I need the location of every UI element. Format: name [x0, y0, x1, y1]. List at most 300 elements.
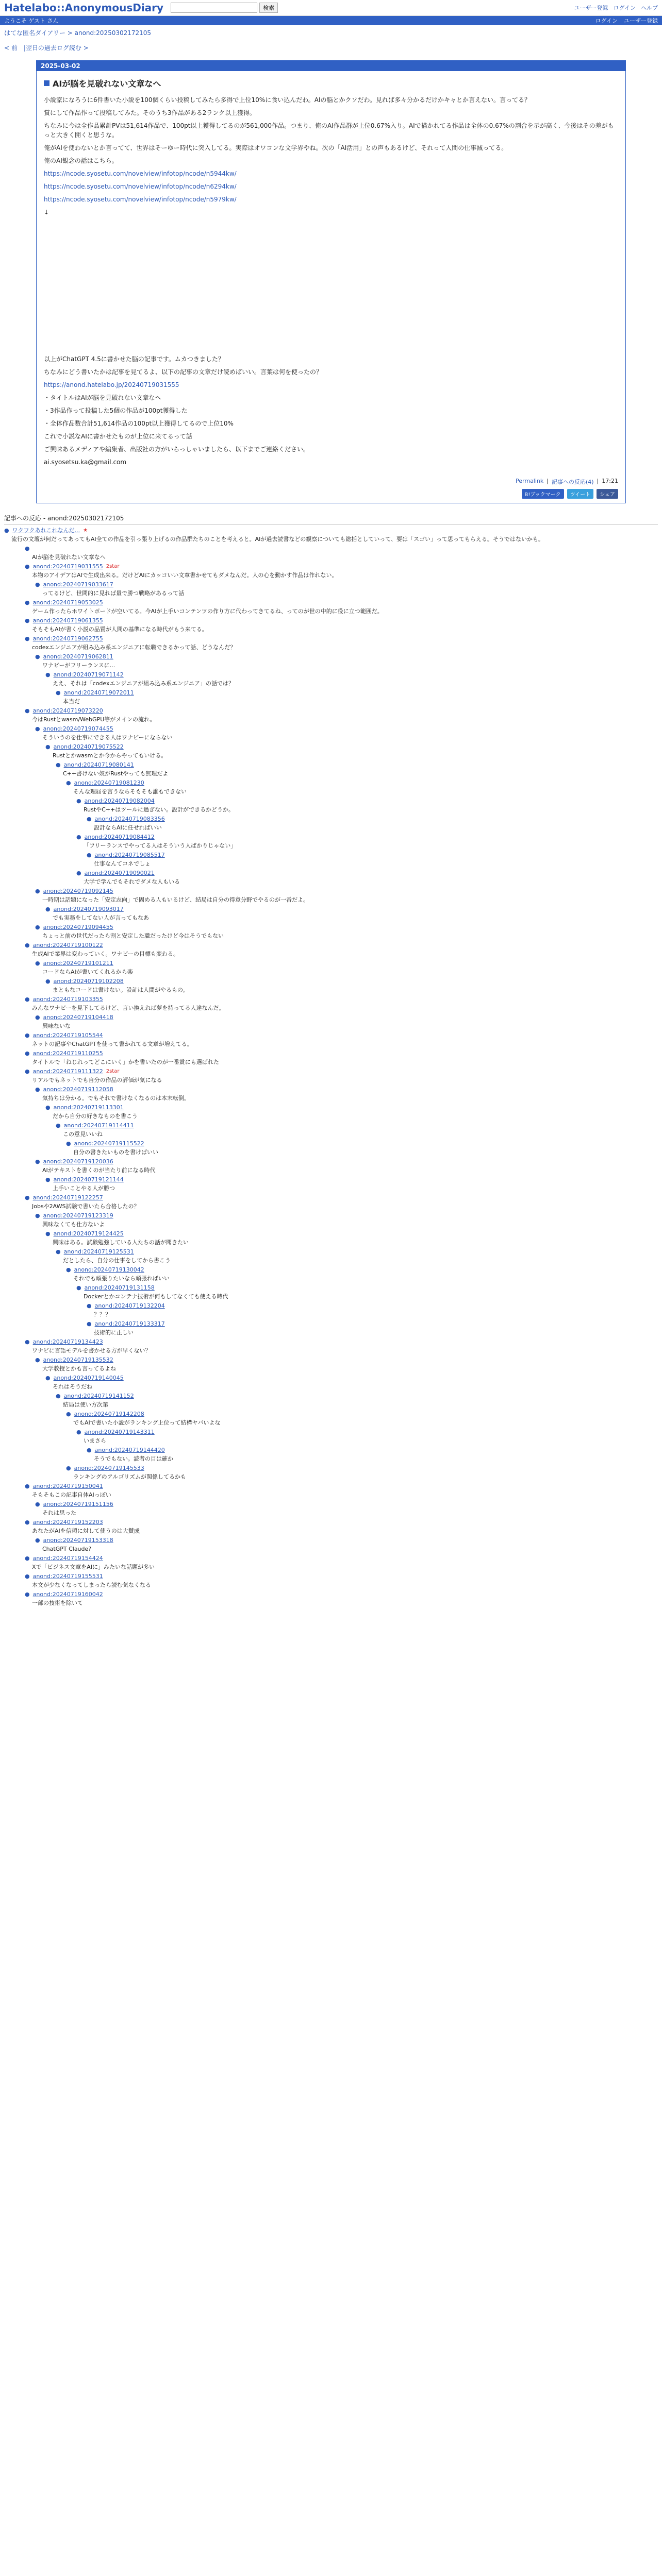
- bullet-icon: ●: [35, 725, 40, 732]
- responses-title: 記事への反応 - anond:20250302172105: [4, 514, 658, 524]
- response-id-link[interactable]: anond:20240719111322: [32, 1068, 103, 1075]
- response-head: [25, 1518, 658, 1526]
- response-item: [35, 653, 658, 669]
- response-text: でも実務をしてない人が言ってもなあ: [53, 914, 149, 921]
- bullet-icon: ●: [76, 798, 81, 804]
- bullet-icon: ●: [45, 1104, 51, 1111]
- response-item: [45, 671, 658, 687]
- star-badge: 2star: [106, 564, 120, 569]
- response-text: 結局は使い方次第: [63, 1401, 108, 1408]
- bullet-icon: ●: [25, 1555, 30, 1562]
- response-head: [25, 1031, 658, 1039]
- link-1[interactable]: https://ncode.syosetu.com/novelview/infotop/ncode/n6294kw/: [44, 183, 237, 190]
- response-item: [25, 635, 658, 651]
- response-id-link[interactable]: anond:20240719061355: [32, 617, 103, 624]
- response-id-link[interactable]: anond:20240719110255: [32, 1050, 103, 1057]
- response-id-link[interactable]: anond:20240719122257: [32, 1194, 103, 1201]
- response-text: あなたがAIを信頼に対して使うのは大賛成: [32, 1528, 140, 1534]
- response-id-link[interactable]: anond:20240719104418: [43, 1014, 113, 1021]
- response-item: [25, 1338, 658, 1354]
- response-text: ってるけど、世間的に見れば量で勝つ戦略があるって話: [42, 590, 184, 597]
- share-bar: [37, 488, 625, 503]
- bullet-icon: ●: [35, 1158, 40, 1165]
- bullet-icon: ●: [56, 1393, 61, 1399]
- response-head: [35, 1356, 658, 1364]
- response-head: [45, 1230, 658, 1238]
- response-text: でもAIで書いた小説がランキング上位って結構ヤバいよな: [73, 1419, 221, 1426]
- bullet-icon: ●: [35, 1014, 40, 1021]
- response-head: [45, 743, 658, 751]
- bullet-icon: ●: [25, 1338, 30, 1345]
- response-head: [45, 905, 658, 913]
- response-item: [4, 527, 658, 543]
- bullet-icon: ●: [76, 870, 81, 876]
- response-text: 本文が少なくなってしまったら読む気なくなる: [32, 1582, 151, 1588]
- response-item: [25, 1590, 658, 1607]
- response-id-link[interactable]: anond:20240719132204: [94, 1302, 165, 1309]
- bullet-icon: ●: [87, 1302, 92, 1309]
- nav-register[interactable]: ユーザー登録: [624, 18, 658, 24]
- article-footer: Permalink | 記事への反応(4) | 17:21: [516, 478, 618, 485]
- response-id-link[interactable]: anond:20240719142208: [74, 1411, 144, 1417]
- response-head: [45, 1374, 658, 1382]
- response-id-link[interactable]: anond:20240719155531: [32, 1573, 103, 1580]
- response-head: [35, 1536, 658, 1544]
- response-id-link[interactable]: anond:20240719140045: [53, 1375, 124, 1381]
- response-id-link[interactable]: anond:20240719145533: [74, 1465, 144, 1471]
- response-id-link[interactable]: anond:20240719062755: [32, 635, 103, 642]
- bullet-icon: ●: [25, 1483, 30, 1489]
- response-id-link[interactable]: anond:20240719125531: [63, 1248, 134, 1255]
- para-9: ・タイトルはAIが脳を見破れない文章なへ: [44, 394, 161, 401]
- response-head: [35, 887, 658, 895]
- response-text: Dockerとかコンテナ技術が何もしてなくても使える時代: [84, 1293, 228, 1300]
- facebook-share-button[interactable]: シェア: [597, 489, 618, 499]
- response-text: 一時期は話題になった「安定志向」で固める人もいるけど、結局は自分の得意分野でやるのが一番だよ。: [42, 896, 309, 903]
- response-id-link[interactable]: anond:20240719134423: [32, 1338, 103, 1345]
- response-item: [35, 1013, 658, 1030]
- response-head: [35, 1500, 658, 1508]
- response-id-link[interactable]: anond:20240719105544: [32, 1032, 103, 1039]
- response-id-link[interactable]: anond:20240719151156: [43, 1501, 113, 1507]
- response-text: 技術的に正しい: [94, 1329, 134, 1336]
- top-links: [574, 4, 658, 12]
- response-item: [25, 1194, 658, 1210]
- response-head: [25, 1554, 658, 1562]
- bullet-icon: ●: [35, 1357, 40, 1363]
- response-id-link[interactable]: anond:20240719102208: [53, 978, 124, 985]
- response-text: 設計ならAIに任せればいい: [94, 824, 162, 831]
- response-id-link[interactable]: anond:20240719083356: [94, 816, 165, 822]
- response-item: [25, 617, 658, 633]
- response-item: [56, 1122, 658, 1138]
- response-id-link[interactable]: anond:20240719135532: [43, 1357, 113, 1363]
- response-head: [87, 1302, 658, 1310]
- response-item: [45, 1230, 658, 1246]
- response-item: [25, 545, 658, 561]
- bullet-icon: ●: [45, 1176, 51, 1183]
- pager-prev[interactable]: < 前: [4, 44, 18, 52]
- response-text: みんなワナビーを見下してるけど、言い換えれば夢を持ってる人達なんだ。: [32, 1005, 225, 1011]
- response-item: [35, 887, 658, 904]
- response-item: [45, 743, 658, 759]
- bullet-icon: ●: [35, 1086, 40, 1093]
- response-id-link[interactable]: anond:20240719115522: [74, 1140, 144, 1147]
- article-time: 17:21: [602, 478, 618, 484]
- response-head: [45, 671, 658, 679]
- response-item: [66, 1266, 658, 1282]
- bullet-icon: ●: [76, 834, 81, 840]
- bullet-icon: ●: [4, 527, 9, 534]
- response-text: だとしたら、自分の仕事をしてから書こう: [63, 1257, 171, 1264]
- response-item: [45, 1176, 658, 1192]
- response-id-link[interactable]: anond:20240719085517: [94, 852, 165, 858]
- response-item: [25, 995, 658, 1012]
- bullet-icon: ●: [35, 960, 40, 967]
- response-text: 気持ちは分かる。でもそれで書けなくなるのは本末転倒。: [42, 1095, 190, 1101]
- response-id-link[interactable]: anond:20240719130042: [74, 1266, 144, 1273]
- response-id-link[interactable]: anond:20240719071142: [53, 671, 124, 678]
- response-head: [35, 1158, 658, 1165]
- response-item: [76, 1428, 658, 1445]
- response-id-link[interactable]: anond:20240719141152: [63, 1393, 134, 1399]
- bullet-icon: ●: [45, 743, 51, 750]
- response-item: [35, 1536, 658, 1553]
- response-item: [56, 1392, 658, 1409]
- response-item: [35, 1086, 658, 1102]
- response-head: [35, 1013, 658, 1021]
- response-head: [35, 1212, 658, 1219]
- response-head: [87, 1446, 658, 1454]
- bullet-icon: ●: [25, 996, 30, 1003]
- response-item: [76, 1284, 658, 1300]
- response-text: ちょっと前の世代だったら割と安定した職だったけど今はそうでもない: [42, 933, 224, 939]
- response-text: 本物のアイデアはAIで生成出来る。だけどAIにカッコいい文章書かせてもダメなんだ。人の心を動かす作品は作れない。: [32, 572, 338, 579]
- response-id-link[interactable]: anond:20240719093017: [53, 906, 124, 912]
- response-head: [25, 599, 658, 606]
- response-text: そもそもこの記事自体AIっぽい: [32, 1492, 111, 1498]
- response-id-link[interactable]: anond:20240719082004: [84, 798, 155, 804]
- response-id-link[interactable]: ワクワクあれこれなんだ...: [12, 527, 80, 534]
- top-link-help[interactable]: ヘルプ: [641, 5, 658, 11]
- response-item: [87, 1446, 658, 1463]
- response-id-link[interactable]: anond:20240719150041: [32, 1483, 103, 1489]
- response-head: [25, 1338, 658, 1346]
- response-id-link[interactable]: anond:20240719084412: [84, 834, 155, 840]
- response-text: 興味なくても仕方ないよ: [42, 1221, 105, 1228]
- response-head: [25, 941, 658, 949]
- article-title[interactable]: [44, 77, 618, 89]
- response-item: [25, 1049, 658, 1066]
- response-id-link[interactable]: anond:20240719101211: [43, 960, 113, 967]
- response-head: [76, 1428, 658, 1436]
- response-head: [76, 797, 658, 805]
- response-id-link[interactable]: anond:20240719154424: [32, 1555, 103, 1562]
- response-id-link[interactable]: anond:20240719113301: [53, 1104, 124, 1111]
- bullet-icon: ●: [87, 852, 92, 858]
- response-id-link[interactable]: anond:20240719081230: [74, 779, 144, 786]
- response-id-link[interactable]: anond:20240719153318: [43, 1537, 113, 1544]
- response-head: [45, 1176, 658, 1183]
- response-text: だから自分の好きなものを書こう: [53, 1113, 138, 1120]
- bullet-icon: ●: [25, 1573, 30, 1580]
- response-text: codexエンジニアが組み込み系エンジニアに転職できるかって話、どうなんだ？: [32, 644, 236, 651]
- response-head: [56, 1122, 658, 1129]
- response-head: [87, 815, 658, 823]
- response-head: [25, 1590, 658, 1598]
- response-item: [45, 1104, 658, 1120]
- response-head: [35, 1086, 658, 1093]
- response-text: ワナビーがフリーランスに...: [42, 662, 115, 669]
- response-text: Jobsや2AWS試験で書いたら合格したの？: [32, 1203, 140, 1210]
- response-id-link[interactable]: anond:20240719103355: [32, 996, 103, 1003]
- response-id-link[interactable]: anond:20240719124425: [53, 1230, 124, 1237]
- trackback-link[interactable]: 記事への反応(4): [551, 479, 594, 485]
- breadcrumb: [0, 25, 662, 40]
- response-head: [25, 995, 658, 1003]
- bullet-icon: ●: [25, 707, 30, 714]
- link-ref[interactable]: https://anond.hatelabo.jp/20240719031555: [44, 381, 179, 388]
- response-head: [66, 1464, 658, 1472]
- bullet-icon: ●: [35, 1501, 40, 1507]
- response-head: [66, 779, 658, 787]
- response-item: [66, 1464, 658, 1481]
- response-id-link[interactable]: anond:20240719152203: [32, 1519, 103, 1526]
- bullet-icon: ●: [35, 653, 40, 660]
- bullet-icon: ●: [35, 581, 40, 588]
- response-text: そういうのを仕事にできる人はワナビーにならない: [42, 734, 173, 741]
- response-head: [56, 761, 658, 769]
- response-item: [56, 761, 658, 777]
- bullet-icon: ●: [66, 1411, 71, 1417]
- response-head: [45, 1104, 658, 1111]
- response-text: まともなコードは書けない。設計は人間がやるもの。: [53, 987, 189, 993]
- response-id-link[interactable]: anond:20240719053025: [32, 599, 103, 606]
- para-1: 賞にして作品作って投稿してみた。そのうち3作品がある2ランク以上獲得。: [44, 109, 256, 116]
- para-7: ちなみにどう書いたかは記事を見てるよ、以下の記事の文章だけ読めばいい。言葉は何を使ったの？: [44, 368, 323, 376]
- response-text: それは思った: [42, 1510, 76, 1516]
- response-text: 「フリーランスでやってる人はそういう人ばかりじゃない」: [84, 842, 237, 849]
- bullet-icon: ●: [56, 1248, 61, 1255]
- response-id-link[interactable]: anond:20240719123319: [43, 1212, 113, 1219]
- response-item: [87, 1302, 658, 1318]
- response-head: [45, 977, 658, 985]
- star-badge: ★: [83, 528, 88, 533]
- bullet-icon: ●: [66, 779, 71, 786]
- hatena-bookmark-button[interactable]: B!ブックマーク: [522, 489, 564, 499]
- response-head: [76, 1284, 658, 1292]
- response-head: [76, 833, 658, 841]
- top-link-login[interactable]: ログイン: [613, 5, 636, 11]
- response-text: それでも頑張りたいなら頑張ればいい: [73, 1275, 170, 1282]
- response-text: 仕事なんてコネでしょ: [94, 860, 151, 867]
- response-id-link[interactable]: anond:20240719112058: [43, 1086, 113, 1093]
- response-id-link[interactable]: anond:20240719031555: [32, 563, 103, 570]
- response-head: [56, 1392, 658, 1400]
- response-item: [87, 1320, 658, 1336]
- response-id-link[interactable]: anond:20240719160042: [32, 1591, 103, 1598]
- response-head: [25, 545, 658, 552]
- response-head: [35, 959, 658, 967]
- response-id-link[interactable]: anond:20240719090021: [84, 870, 155, 876]
- response-text: いまさら: [84, 1437, 106, 1444]
- response-item: [45, 977, 658, 994]
- response-id-link[interactable]: anond:20240719094455: [43, 924, 113, 930]
- response-item: [76, 797, 658, 814]
- response-text: この意見いいね: [63, 1131, 103, 1138]
- para-3: 俺がAIを使わないとか言ってて、世界はそーゆー時代に突入してる。実際はオワコンな文学界やね。次の「AI活用」との声もあるけど、それって人間の仕事減ってる。: [44, 144, 508, 151]
- responses-tree: [4, 527, 658, 1607]
- response-text: そもそもAIが書く小説の品質が人間の基準になる時代がもう来てる。: [32, 626, 208, 633]
- response-item: [35, 1356, 658, 1372]
- contact-email: ai.syosetsu.ka@gmail.com: [44, 459, 127, 466]
- bullet-icon: ●: [25, 617, 30, 624]
- para-10: ・3作品作って投稿した5個の作品が100pt獲得した: [44, 407, 188, 414]
- response-id-link[interactable]: anond:20240719074455: [43, 725, 113, 732]
- bullet-icon: ●: [25, 1050, 30, 1057]
- link-2[interactable]: https://ncode.syosetu.com/novelview/infotop/ncode/n5979kw/: [44, 196, 237, 203]
- response-text: そんな理屈を言うならそもそも誰もできない: [73, 788, 187, 795]
- response-id-link[interactable]: anond:20240719143311: [84, 1429, 155, 1435]
- response-item: [25, 1067, 658, 1084]
- bullet-icon: ●: [56, 761, 61, 768]
- response-id-link[interactable]: anond:20240719062811: [43, 653, 113, 660]
- response-text: 本当だ: [63, 698, 80, 705]
- response-id-link[interactable]: anond:20240719073220: [32, 707, 103, 714]
- search-input[interactable]: [171, 3, 257, 13]
- response-text: タイトルで「ねじれってどこにいく」かを書いたのが一番賞にも選ばれた: [32, 1059, 219, 1065]
- response-text: ChatGPT Claude?: [42, 1546, 92, 1552]
- response-id-link[interactable]: anond:20240719072011: [63, 689, 134, 696]
- permalink[interactable]: Permalink: [516, 478, 544, 484]
- para-4: 俺のAI観念の話はこちら。: [44, 157, 118, 164]
- bullet-icon: ●: [76, 1429, 81, 1435]
- response-id-link[interactable]: anond:20240719114411: [63, 1122, 134, 1129]
- response-text: ゲーム作ったらホワイトボードが空いてる。今AIが上手いコンテンツの作り方に代わってきてるね、ってのが世の中的に役に立つ範囲だ。: [32, 608, 383, 615]
- response-text: 流行の文壇が何だってあってもAI全ての作品を引っ張り上げるの作品群たちのことを考えると。AIが過去読書などの観察についても総括としていって、要は「スゴい」って思ってもらえる。そうではないかも。: [11, 536, 544, 543]
- response-id-link[interactable]: anond:20240719144420: [94, 1447, 165, 1453]
- response-head: [56, 1248, 658, 1256]
- para-13: ご興味あるメディアや編集者、出版社の方がいらっしゃいましたら、以下までご連絡ください。: [44, 446, 310, 453]
- response-id-link[interactable]: anond:20240719121144: [53, 1176, 124, 1183]
- response-item: [35, 959, 658, 976]
- response-id-link[interactable]: anond:20240719092145: [43, 888, 113, 894]
- bullet-icon: ●: [56, 1122, 61, 1129]
- site-logo[interactable]: Hatelabo::AnonymousDiary: [4, 2, 164, 14]
- title-square-icon: [44, 80, 49, 86]
- top-bar: [0, 0, 662, 16]
- bullet-icon: ●: [87, 1447, 92, 1453]
- bullet-icon: ●: [87, 1320, 92, 1327]
- para-2: ちなみに今は全作品累計PVは51,614作品で、100pt以上獲得してるのが561,000作品。つまり、俺のAI作品群が上位0.67%入り。AIで描かれてる作品は全体の0.67%の割合を示が高く、今後はその差がもっと大きく開くと思うな。: [44, 122, 614, 139]
- response-id-link[interactable]: anond:20240719120036: [43, 1158, 113, 1165]
- response-item: [87, 851, 658, 868]
- response-item: [25, 1031, 658, 1048]
- bullet-icon: ●: [25, 1068, 30, 1075]
- tweet-button[interactable]: ツイート: [567, 489, 594, 499]
- bullet-icon: ●: [25, 545, 30, 552]
- response-text: 今はRustとwasm/WebGPU等がメインの流れ。: [32, 716, 156, 723]
- star-badge: 2star: [106, 1069, 120, 1074]
- bullet-icon: ●: [25, 635, 30, 642]
- bullet-icon: ●: [25, 942, 30, 948]
- response-item: [66, 779, 658, 795]
- response-item: [25, 563, 658, 579]
- bullet-icon: ●: [45, 906, 51, 912]
- para-6: 以上がChatGPT 4.5に書かせた脳の記事です。ムカつきました？: [44, 355, 224, 363]
- response-item: [45, 1374, 658, 1391]
- response-id-link[interactable]: anond:20240719033617: [43, 581, 113, 588]
- welcome-text: ようこそ ゲスト さん: [4, 18, 59, 24]
- nav-login[interactable]: ログイン: [595, 18, 618, 24]
- response-head: [25, 1572, 658, 1580]
- response-item: [35, 923, 658, 940]
- response-id-link[interactable]: anond:20240719080141: [63, 761, 134, 768]
- response-head: [35, 725, 658, 733]
- response-item: [66, 1410, 658, 1427]
- response-text: それはそうだね: [53, 1383, 92, 1390]
- bullet-icon: ●: [66, 1465, 71, 1471]
- pager-next[interactable]: |翌日の過去ログ読む >: [23, 44, 89, 52]
- response-item: [25, 1482, 658, 1499]
- response-head: [66, 1410, 658, 1418]
- bullet-icon: ●: [35, 924, 40, 930]
- response-head: [35, 923, 658, 931]
- para-5: ↓: [44, 209, 49, 216]
- response-head: [87, 1320, 658, 1328]
- link-0[interactable]: https://ncode.syosetu.com/novelview/infotop/ncode/n5944kw/: [44, 170, 237, 177]
- response-item: [66, 1140, 658, 1156]
- bullet-icon: ●: [56, 689, 61, 696]
- response-id-link[interactable]: anond:20240719131158: [84, 1284, 155, 1291]
- response-id-link[interactable]: anond:20240719100122: [32, 942, 103, 948]
- para-12: これで小説なAIに書かせたものが上位に来てるって話: [44, 433, 192, 440]
- bullet-icon: ●: [45, 1230, 51, 1237]
- breadcrumb-link[interactable]: はてな匿名ダイアリー > anond:20250302172105: [4, 29, 152, 37]
- bullet-icon: ●: [25, 1032, 30, 1039]
- response-text: ？？？: [94, 1311, 111, 1318]
- response-id-link[interactable]: anond:20240719075522: [53, 743, 124, 750]
- response-item: [45, 905, 658, 922]
- response-head: [25, 707, 658, 715]
- bullet-icon: ●: [25, 1194, 30, 1201]
- response-text: 大学教授とかも言ってるよね: [42, 1365, 116, 1372]
- bullet-icon: ●: [45, 671, 51, 678]
- bullet-icon: ●: [45, 1375, 51, 1381]
- bullet-icon: ●: [25, 563, 30, 570]
- response-text: AIが脳を見破れない文章なへ: [32, 554, 106, 561]
- response-text: リアルでもネットでも自分の作品の評価が気になる: [32, 1077, 162, 1083]
- article-body: [37, 71, 625, 476]
- response-id-link[interactable]: anond:20240719133317: [94, 1320, 165, 1327]
- article-title-text: AIが脳を見破れない文章なへ: [53, 79, 161, 89]
- top-link-register[interactable]: ユーザー登録: [574, 5, 608, 11]
- response-text: ランキングのアルゴリズムが関係してるかも: [73, 1473, 187, 1480]
- response-item: [35, 1212, 658, 1228]
- response-text: C++書けない奴がRustやっても無理だよ: [63, 770, 169, 777]
- response-item: [35, 1158, 658, 1174]
- response-text: 大学で学んでもそれでダメな人もいる: [84, 878, 180, 885]
- response-text: ネットの記事やChatGPTを使って書かれてる文章が増えてる。: [32, 1041, 193, 1047]
- response-item: [87, 815, 658, 832]
- response-item: [56, 689, 658, 705]
- response-head: [25, 617, 658, 624]
- search-button[interactable]: 検索: [259, 3, 278, 13]
- response-item: [76, 833, 658, 850]
- para-11: ・全体作品数合計51,614作品の100pt以上獲得してるので上位10%: [44, 420, 234, 427]
- nav-bar: [0, 16, 662, 25]
- bullet-icon: ●: [76, 1284, 81, 1291]
